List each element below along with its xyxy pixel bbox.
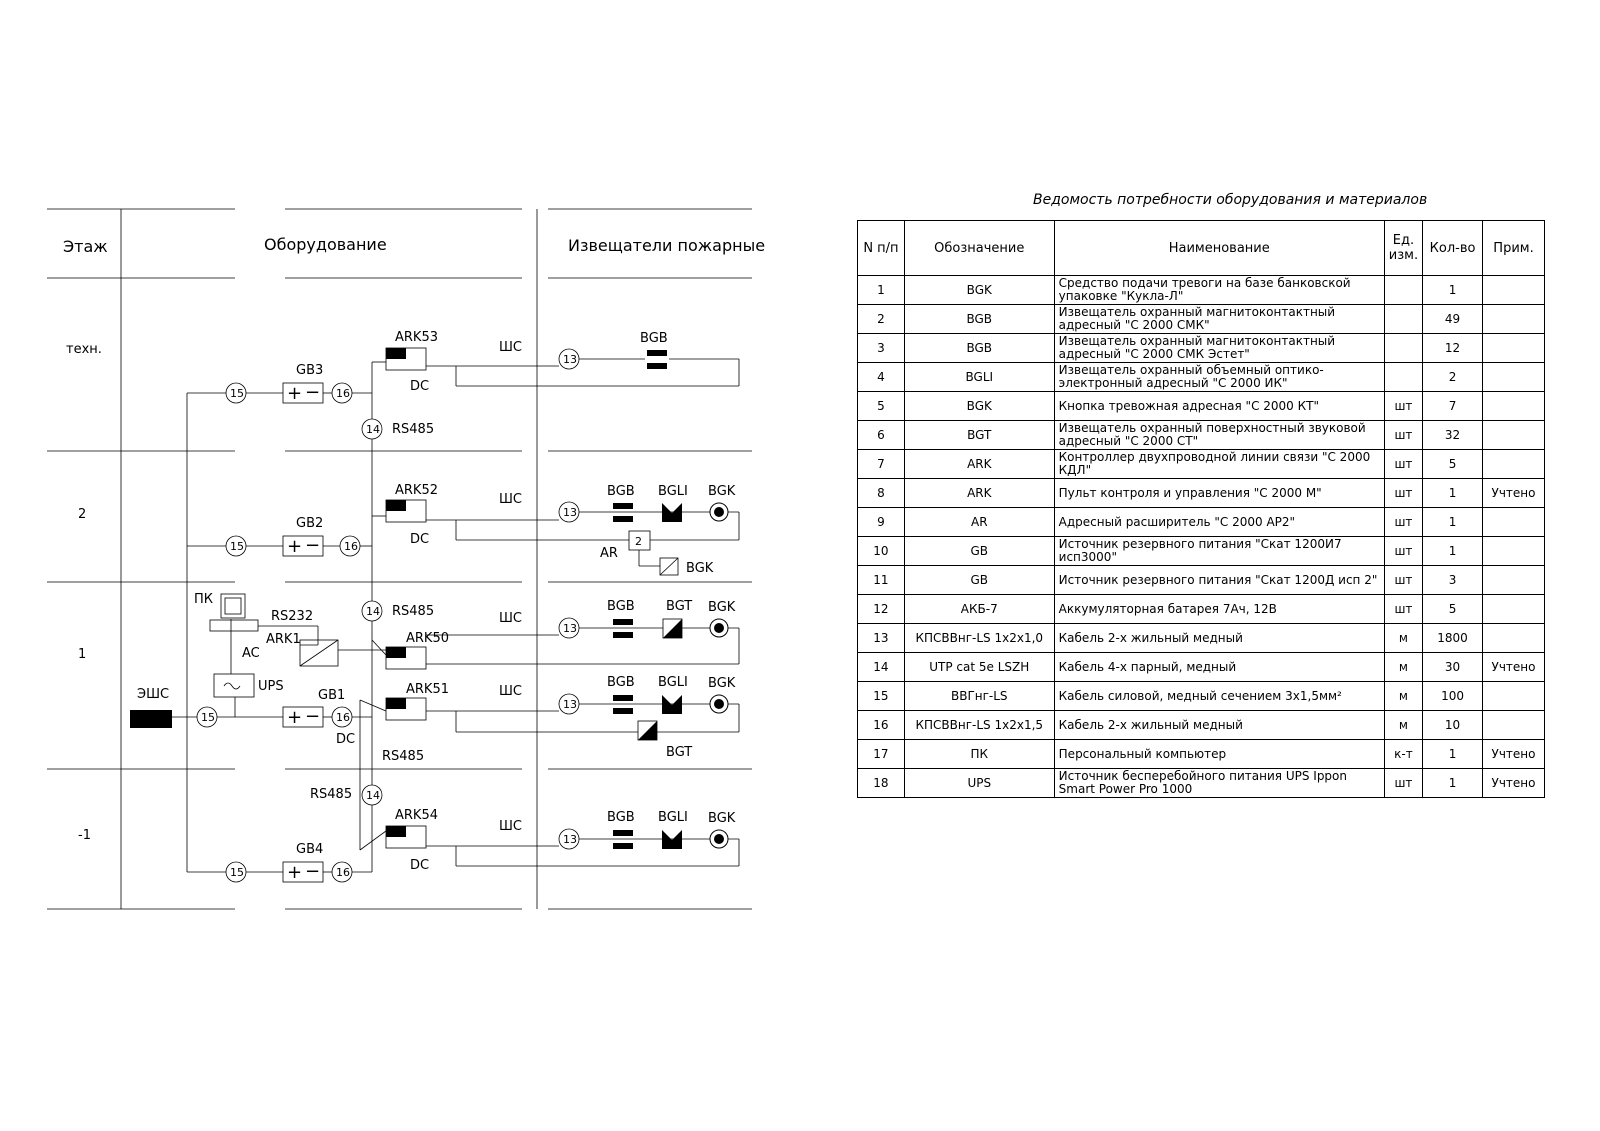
cell-name: Кабель 4-х парный, медный [1054,653,1384,682]
plus-icon: + [287,862,303,883]
cell-unit: м [1384,682,1422,711]
ark54-label: ARK54 [395,808,438,823]
cell-qty: 1 [1423,740,1483,769]
cell-unit [1384,334,1422,363]
spec-table [857,220,1545,798]
cell-designation: ВВГнг-LS [904,682,1054,711]
rs485-label: RS485 [310,787,353,802]
node-15: 15 [201,711,215,724]
cell-designation: BGB [904,334,1054,363]
node-13: 13 [563,506,577,519]
rs485-label: RS485 [382,749,425,764]
cell-number: 13 [858,624,905,653]
ark51-label: ARK51 [406,682,449,697]
table-row [858,537,1545,566]
bgb-label: BGB [607,484,635,499]
plus-icon: + [287,536,303,557]
ark1-icon [300,640,338,666]
cell-unit: шт [1384,450,1422,479]
plus-icon: + [287,383,303,404]
gb1-block [283,706,323,728]
cell-qty: 2 [1423,363,1483,392]
bgk-label: BGK [708,484,736,499]
cell-designation: BGB [904,305,1054,334]
cell-name: Аккумуляторная батарея 7Ач, 12В [1054,595,1384,624]
minus-icon: − [305,382,321,403]
ark53-fill [386,348,406,359]
cell-unit: м [1384,624,1422,653]
node-16: 16 [336,866,350,879]
cell-number: 14 [858,653,905,682]
ark52-block [386,500,426,522]
table-row [858,334,1545,363]
gb4-block [283,861,323,883]
shs-label: ШС [499,611,522,626]
cell-note: Учтено [1483,479,1545,508]
cell-qty: 1 [1423,537,1483,566]
col-header-name: Наименование [1054,221,1384,276]
cell-unit: шт [1384,421,1422,450]
col-header-designation: Обозначение [904,221,1054,276]
pc-icon [210,594,258,631]
ark50-fill [386,647,406,658]
cell-qty: 1 [1423,508,1483,537]
cell-qty: 1 [1423,769,1483,798]
cell-name: Источник резервного питания "Скат 1200И7 исп3000" [1054,537,1384,566]
plus-icon: + [287,707,303,728]
header-equipment: Оборудование [264,235,387,254]
dc-label: DC [410,379,430,394]
bgli-label: BGLI [658,810,688,825]
dc-label: DC [336,732,356,747]
cell-designation: ARK [904,450,1054,479]
shs-label: ШС [499,340,522,355]
cell-unit: шт [1384,508,1422,537]
cell-number: 16 [858,711,905,740]
cell-name: Извещатель охранный магнитоконтактный адресный "С 2000 СМК Эстет" [1054,334,1384,363]
bgb-icon [613,503,633,522]
bgt-icon [638,721,657,740]
cell-designation: GB [904,537,1054,566]
cell-number: 9 [858,508,905,537]
bgb-icon [613,619,633,638]
ark50-label: ARK50 [406,631,449,646]
table-row [858,682,1545,711]
table-row [858,392,1545,421]
node-16: 16 [336,711,350,724]
cell-note: Учтено [1483,740,1545,769]
table-row [858,508,1545,537]
node-15: 15 [230,540,244,553]
cell-qty: 3 [1423,566,1483,595]
dc-label: DC [410,532,430,547]
node-13: 13 [563,833,577,846]
header-floor: Этаж [63,237,108,256]
cell-name: Источник бесперебойного питания UPS Ippon Smart Power Pro 1000 [1054,769,1384,798]
table-row [858,653,1545,682]
cell-unit: к-т [1384,740,1422,769]
bgb-label: BGB [607,810,635,825]
cell-designation: КПСВВнг-LS 1х2х1,0 [904,624,1054,653]
cell-unit: шт [1384,479,1422,508]
node-14: 14 [366,605,380,618]
bgt-label: BGT [666,745,693,760]
cell-note [1483,392,1545,421]
node-15: 15 [230,387,244,400]
node-16: 16 [344,540,358,553]
table-header-row [858,221,1545,276]
cell-qty: 5 [1423,595,1483,624]
eshs-panel [130,710,172,728]
bgb-label: BGB [607,599,635,614]
table-row [858,450,1545,479]
cell-note [1483,421,1545,450]
cell-note [1483,305,1545,334]
bgb-icon [613,695,633,714]
ar-number: 2 [635,535,642,548]
bgk-label: BGK [708,811,736,826]
bgk-icon [710,830,728,848]
cell-note [1483,363,1545,392]
cell-designation: UPS [904,769,1054,798]
cell-note [1483,624,1545,653]
cell-number: 1 [858,276,905,305]
cell-number: 10 [858,537,905,566]
ark51-block [386,698,426,720]
cell-qty: 12 [1423,334,1483,363]
ark53-label: ARK53 [395,330,438,345]
cell-name: Адресный расширитель "С 2000 АР2" [1054,508,1384,537]
cell-number: 12 [858,595,905,624]
cell-name: Кнопка тревожная адресная "С 2000 КТ" [1054,392,1384,421]
node-16: 16 [336,387,350,400]
node-15: 15 [230,866,244,879]
ark1-label: ARK1 [266,632,301,647]
bgli-label: BGLI [658,484,688,499]
cell-designation: GB [904,566,1054,595]
cell-unit: шт [1384,769,1422,798]
table-row [858,595,1545,624]
bgb-label: BGB [640,331,668,346]
ark50-block [386,647,426,669]
bgli-icon [662,830,682,849]
bgk-label: BGK [686,561,714,576]
gb2-label: GB2 [296,516,324,531]
cell-name: Кабель 2-х жильный медный [1054,711,1384,740]
rs485-label: RS485 [392,422,435,437]
ark54-block [386,826,426,848]
bgt-label: BGT [666,599,693,614]
cell-qty: 5 [1423,450,1483,479]
floor-minus-1: -1 [78,828,91,843]
table-title: Ведомость потребности оборудования и материалов [1033,192,1428,208]
minus-icon: − [305,706,321,727]
dc-label: DC [410,858,430,873]
table-row [858,421,1545,450]
cell-number: 18 [858,769,905,798]
cell-note [1483,537,1545,566]
node-13: 13 [563,353,577,366]
cell-qty: 32 [1423,421,1483,450]
gb2-block [283,535,323,557]
wiring [172,359,739,872]
shs-label: ШС [499,684,522,699]
cell-unit: м [1384,653,1422,682]
cell-qty: 100 [1423,682,1483,711]
cell-designation: АКБ-7 [904,595,1054,624]
cell-unit [1384,276,1422,305]
cell-name: Кабель силовой, медный сечением 3х1,5мм² [1054,682,1384,711]
header-detectors: Извещатели пожарные [568,236,766,255]
bgli-icon [662,695,682,714]
ark51-fill [386,698,406,709]
cell-unit: шт [1384,537,1422,566]
ups-label: UPS [258,679,284,694]
cell-designation: BGT [904,421,1054,450]
table-row [858,769,1545,798]
cell-note [1483,508,1545,537]
floor-1: 1 [78,647,87,662]
cell-qty: 49 [1423,305,1483,334]
cell-number: 17 [858,740,905,769]
shs-label: ШС [499,819,522,834]
cell-designation: AR [904,508,1054,537]
cell-name: Извещатель охранный объемный оптико-электронный адресный "С 2000 ИК" [1054,363,1384,392]
floor-2: 2 [78,507,87,522]
cell-name: Извещатель охранный поверхностный звуковой адресный "С 2000 СТ" [1054,421,1384,450]
cell-unit [1384,305,1422,334]
cell-number: 5 [858,392,905,421]
ark54-fill [386,826,406,837]
bgb-icon [647,350,667,369]
table-row [858,276,1545,305]
cell-note [1483,682,1545,711]
cell-note: Учтено [1483,653,1545,682]
cell-unit: м [1384,711,1422,740]
cell-note: Учтено [1483,769,1545,798]
cell-name: Источник резервного питания "Скат 1200Д исп 2" [1054,566,1384,595]
cell-qty: 1800 [1423,624,1483,653]
shs-label: ШС [499,492,522,507]
table-row [858,711,1545,740]
cell-name: Извещатель охранный магнитоконтактный адресный "С 2000 СМК" [1054,305,1384,334]
cell-qty: 10 [1423,711,1483,740]
ac-label: AC [242,646,260,661]
cell-number: 6 [858,421,905,450]
bgk-icon [710,695,728,713]
bgb-label: BGB [607,675,635,690]
table-row [858,740,1545,769]
cell-name: Контроллер двухпроводной линии связи "С 2000 КДЛ" [1054,450,1384,479]
cell-number: 15 [858,682,905,711]
bgk-box-icon [660,558,678,575]
rs485-label: RS485 [392,604,435,619]
bgb-icon [613,830,633,849]
ark52-fill [386,500,406,511]
col-header-qty: Кол-во [1423,221,1483,276]
cell-designation: ARK [904,479,1054,508]
minus-icon: − [305,535,321,556]
cell-unit: шт [1384,566,1422,595]
cell-note [1483,566,1545,595]
cell-name: Средство подачи тревоги на базе банковской упаковке "Кукла-Л" [1054,276,1384,305]
cell-number: 2 [858,305,905,334]
cell-qty: 7 [1423,392,1483,421]
col-header-note: Прим. [1483,221,1545,276]
cell-number: 3 [858,334,905,363]
minus-icon: − [305,861,321,882]
table-row [858,566,1545,595]
node-13: 13 [563,622,577,635]
cell-number: 8 [858,479,905,508]
cell-note [1483,711,1545,740]
bgt-icon [663,619,682,638]
cell-designation: ПК [904,740,1054,769]
ark53-block [386,348,426,370]
cell-designation: UTP cat 5e LSZH [904,653,1054,682]
cell-number: 7 [858,450,905,479]
node-14: 14 [366,423,380,436]
ups-icon [214,674,254,697]
col-header-unit: Ед. изм. [1384,221,1422,276]
bgli-icon [662,503,682,522]
cell-number: 11 [858,566,905,595]
rs232-label: RS232 [271,609,314,624]
cell-designation: КПСВВнг-LS 1х2х1,5 [904,711,1054,740]
cell-number: 4 [858,363,905,392]
table-row [858,479,1545,508]
cell-note [1483,450,1545,479]
node-14: 14 [366,789,380,802]
spec-table-container [857,215,1545,805]
gb3-label: GB3 [296,363,324,378]
gb3-block [283,382,323,404]
cell-note [1483,334,1545,363]
bgk-icon [710,503,728,521]
pk-label: ПК [194,592,214,607]
bgk-icon [710,619,728,637]
cell-unit: шт [1384,595,1422,624]
eshs-label: ЭШС [137,687,170,702]
ark52-label: ARK52 [395,483,438,498]
table-row [858,363,1545,392]
gb1-label: GB1 [318,688,346,703]
cell-designation: BGK [904,392,1054,421]
bgk-label: BGK [708,600,736,615]
bgk-label: BGK [708,676,736,691]
ar-label: AR [600,546,618,561]
cell-name: Пульт контроля и управления "С 2000 М" [1054,479,1384,508]
node-13: 13 [563,698,577,711]
cell-designation: BGK [904,276,1054,305]
cell-unit: шт [1384,392,1422,421]
cell-unit [1384,363,1422,392]
gb4-label: GB4 [296,842,324,857]
cell-note [1483,276,1545,305]
cell-designation: BGLI [904,363,1054,392]
col-header-number: N п/п [858,221,905,276]
bgli-label: BGLI [658,675,688,690]
cell-note [1483,595,1545,624]
cell-qty: 1 [1423,479,1483,508]
cell-qty: 30 [1423,653,1483,682]
table-row [858,305,1545,334]
cell-name: Кабель 2-х жильный медный [1054,624,1384,653]
cell-qty: 1 [1423,276,1483,305]
grid-lines [47,209,752,909]
cell-name: Персональный компьютер [1054,740,1384,769]
ar-block [629,531,650,550]
table-row [858,624,1545,653]
floor-tech: техн. [66,342,102,357]
